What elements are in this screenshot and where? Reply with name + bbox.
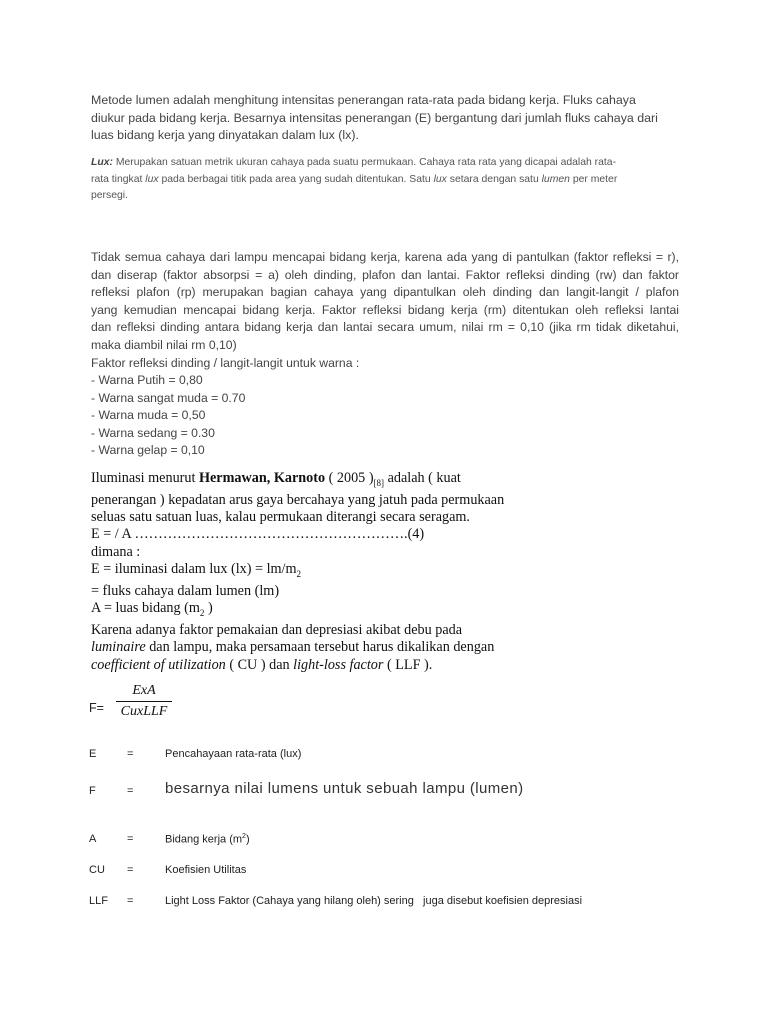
serif-line: coefficient of utilization ( CU ) dan light-loss factor ( LLF ). [91, 656, 433, 673]
serif-line: luminaire dan lampu, maka persamaan tersebut harus dikalikan dengan [91, 639, 495, 656]
reflection-factor-list [91, 355, 359, 459]
definition-equals: = [127, 748, 134, 760]
definition-key: CU [89, 864, 105, 876]
intro-line: luas bidang kerja yang dinyatakan dalam lux (lx). [91, 128, 359, 142]
reflection-line: dan diserap (faktor absorpsi = a) oleh dinding, plafon dan lantai. Faktor refleksi dinding (rw) dan faktor [91, 267, 679, 282]
list-item: - Warna muda = 0,50 [91, 408, 206, 423]
fraction-bar [116, 701, 172, 702]
author-name: Hermawan, Karnoto [198, 470, 326, 486]
serif-line: dimana : [91, 543, 141, 560]
citation-ref: [8] [373, 477, 385, 488]
definition-equals: = [127, 833, 134, 845]
reflection-line: dan refleksi dinding antara bidang kerja dan lantai secara umum, nilai rm = 0,10 (jika rm tidak diketahui, [91, 320, 679, 335]
serif-line: Karena adanya faktor pemakaian dan depresiasi akibat debu pada [91, 622, 463, 639]
list-item: Faktor refleksi dinding / langit-langit untuk warna : [91, 356, 360, 370]
definition-key: E [89, 748, 97, 760]
lux-term: Lux: [91, 157, 113, 168]
definition-key: A [89, 833, 97, 845]
intro-line: Metode lumen adalah menghitung intensitas penerangan rata-rata pada bidang kerja. Fluks cahaya [91, 93, 636, 107]
lux-note-line: Lux: Merupakan satuan metrik ukuran cahaya pada suatu permukaan. Cahaya rata rata yang dicapai adalah rata- [91, 157, 617, 168]
reflection-line: maka diambil nilai rm 0,10) [91, 337, 237, 352]
definition-value: Bidang kerja $(m^2)$ [165, 833, 250, 846]
definition-equals: = [127, 785, 134, 797]
reflection-line: refleksi plafon (rp) merupakan bagian cahaya yang dipantulkan oleh dinding dan langit-langit / plafon [91, 285, 679, 300]
definition-key: F [89, 785, 96, 797]
list-item: - Warna sedang = 0.30 [91, 425, 215, 440]
serif-line: seluas satu satuan luas, kalau permukaan diterangi secara seragam. [91, 509, 470, 526]
lux-note-line: persegi. [91, 190, 128, 201]
formula-denominator: CuxLLF [120, 704, 168, 719]
reflection-line: Tidak semua cahaya dari lampu mencapai bidang kerja, karena ada yang di pantulkan (faktor refleksi = r), [91, 250, 679, 264]
definition-key: LLF [89, 895, 108, 907]
illumination-section [91, 470, 691, 674]
equation-line: E = / A ………………………………………………….(4) [91, 526, 425, 543]
formula-label: F= [89, 701, 104, 715]
lux-note [91, 155, 681, 205]
list-item: - Warna gelap = 0,10 [91, 443, 205, 458]
definition-equals: = [127, 895, 134, 907]
serif-line: = fluks cahaya dalam lumen (lm) [91, 582, 280, 599]
definition-value: Pencahayaan rata-rata (lux) [165, 748, 302, 760]
reflection-line: yang kemudian mencapai bidang kerja. Faktor refleksi bidang kerja (rm) ditentukan oleh refleksi lantai [91, 302, 679, 317]
list-item: - Warna Putih = 0,80 [91, 373, 203, 388]
formula-fraction [116, 683, 172, 720]
intro-paragraph [91, 92, 681, 145]
serif-line: E = iluminasi dalam lux $(lx) = lm/m_2$ [91, 560, 302, 579]
reflection-paragraph [91, 249, 679, 355]
definition-value: Koefisien Utilitas [165, 864, 247, 876]
formula-numerator: ExA [132, 683, 156, 698]
serif-line: A = luas bidang ($m_2$ ) [91, 600, 213, 618]
serif-line: Iluminasi menurut Hermawan, Karnoto ( 2005 )$_{[8]}$ adalah ( kuat [91, 470, 461, 488]
definition-value: Light Loss Faktor (Cahaya yang hilang oleh) sering juga disebut koefisien depresiasi [165, 895, 583, 907]
definition-value: besarnya nilai lumens untuk sebuah lampu (lumen) [165, 780, 524, 797]
serif-line: penerangan ) kepadatan arus gaya bercahaya yang jatuh pada permukaan [91, 492, 505, 509]
list-item: - Warna sangat muda = 0.70 [91, 390, 246, 405]
lux-note-line: rata tingkat lux pada berbagai titik pada area yang sudah ditentukan. Satu lux setara dengan satu lumen per meter [91, 173, 618, 185]
intro-line: diukur pada bidang kerja. Besarnya intensitas penerangan (E) bergantung dari jumlah fluks cahaya dari [91, 110, 658, 125]
definition-equals: = [127, 864, 134, 876]
